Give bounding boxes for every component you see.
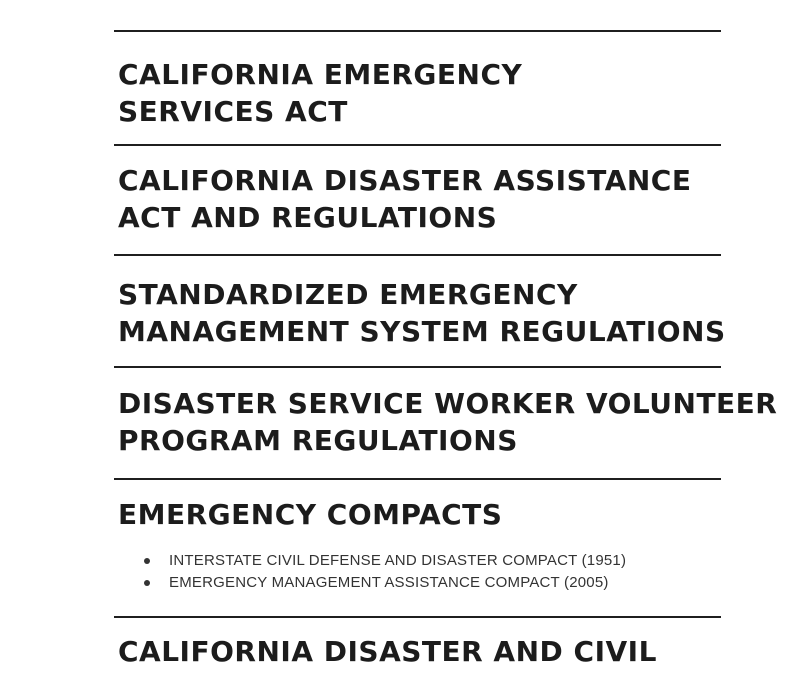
list-item [140, 572, 626, 594]
heading-line: CALIFORNIA DISASTER AND CIVIL [118, 635, 657, 668]
heading-line: SERVICES ACT [118, 95, 348, 128]
heading-line: CALIFORNIA EMERGENCY [118, 58, 523, 91]
compacts-list [140, 550, 626, 594]
heading-disaster-service-worker [118, 385, 777, 459]
heading-standardized-emergency-management [118, 276, 726, 350]
heading-line: MANAGEMENT SYSTEM REGULATIONS [118, 315, 726, 348]
heading-california-disaster-assistance-act [118, 162, 691, 236]
heading-line: EMERGENCY COMPACTS [118, 498, 503, 531]
heading-emergency-compacts [118, 496, 502, 533]
divider-rule [114, 144, 721, 146]
heading-line: PROGRAM REGULATIONS [118, 424, 518, 457]
divider-rule [114, 30, 721, 32]
heading-line: ACT AND REGULATIONS [118, 201, 498, 234]
divider-rule [114, 478, 721, 480]
heading-california-disaster-and-civil [118, 633, 657, 670]
divider-rule [114, 254, 721, 256]
divider-rule [114, 366, 721, 368]
heading-line: CALIFORNIA DISASTER ASSISTANCE [118, 164, 692, 197]
heading-line: STANDARDIZED EMERGENCY [118, 278, 578, 311]
heading-line: DISASTER SERVICE WORKER VOLUNTEER [118, 387, 778, 420]
list-item-text: INTERSTATE CIVIL DEFENSE AND DISASTER COMPACT (1951) [169, 552, 627, 569]
bullet-icon [144, 558, 150, 564]
bullet-icon [144, 580, 150, 586]
list-item-text: EMERGENCY MANAGEMENT ASSISTANCE COMPACT (2005) [169, 574, 609, 591]
list-item [140, 550, 626, 572]
divider-rule [114, 616, 721, 618]
heading-california-emergency-services-act [118, 56, 522, 130]
